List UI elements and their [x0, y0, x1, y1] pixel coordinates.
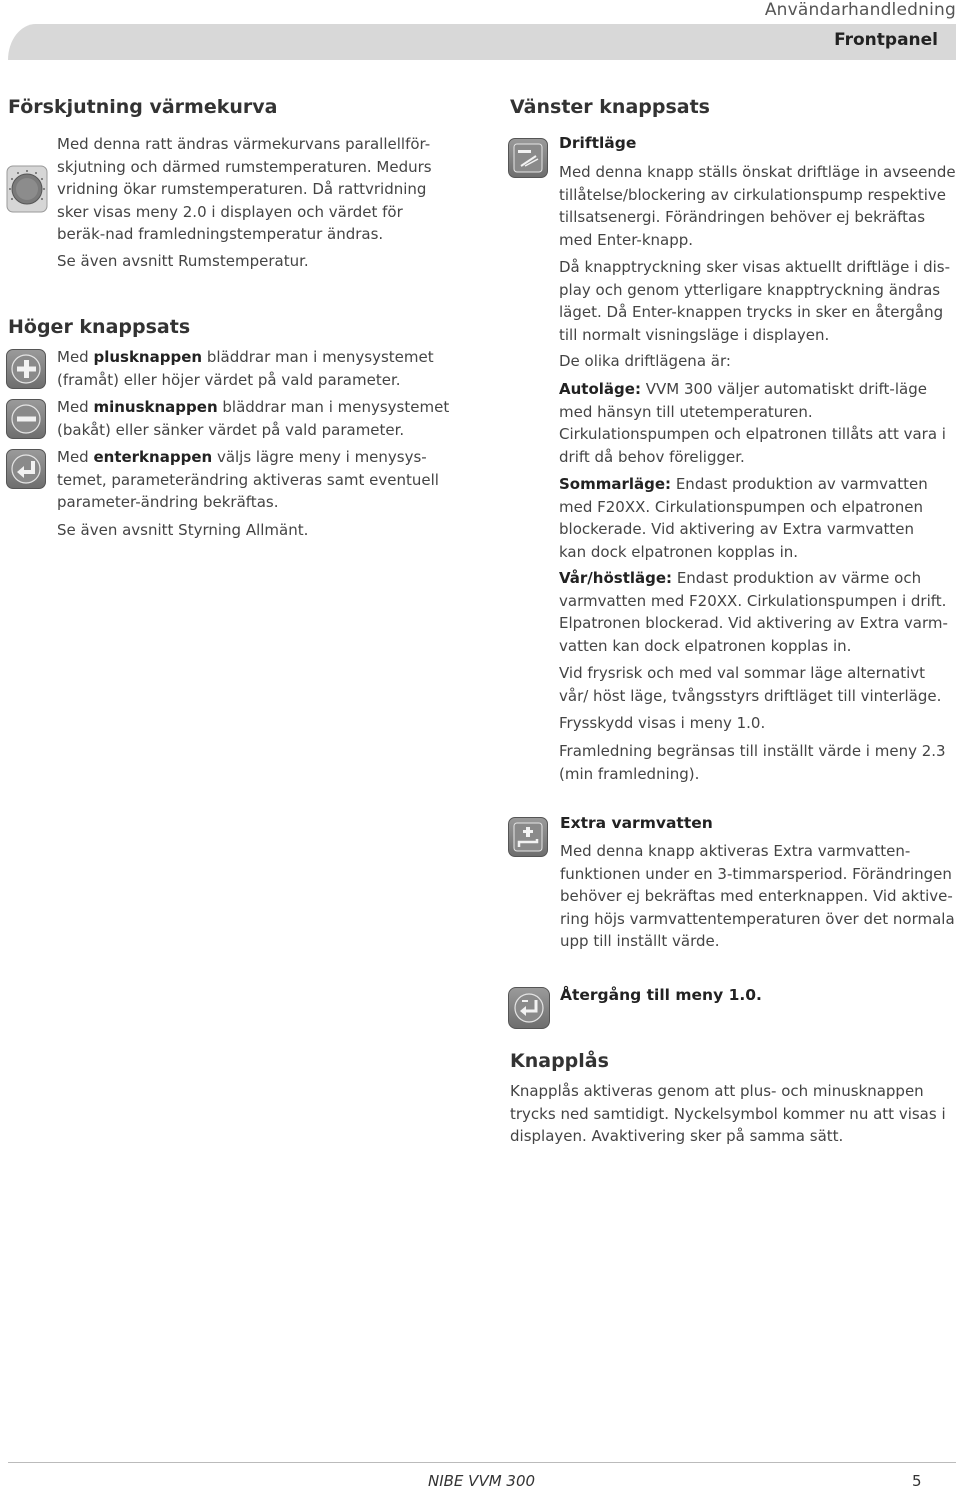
minus-description: Med minusknappen bläddrar man i menysystemet (bakåt) eller sänker värdet på vald parameter. — [57, 398, 450, 439]
curve-description: Med denna ratt ändras värmekurvans parallellför-skjutning och därmed rumstemperaturen. Medurs vridning ökar rumstemperaturen. Då rattvridning sker visas meny 2.0 i displayen och värdet för beräk-nad framledningstemperatur ändras. — [57, 135, 432, 243]
minus-button-icon — [6, 399, 46, 439]
section-title: Frontpanel — [834, 30, 938, 50]
key-lock-description: Knapplås aktiveras genom att plus- och minusknappen trycks ned samtidigt. Nyckelsymbol kommer nu att visas i displayen. Avaktivering sker på samma sätt. — [510, 1082, 946, 1145]
mode-spring-autumn: Vår/höstläge: Endast produktion av värme och varmvatten med F20XX. Cirkulationspumpen i drift. Elpatronen blockerad. Vid aktivering av Extra varm-vatten kan dock elpatronen kopplas in. — [559, 569, 948, 655]
heading-extra-hot-water: Extra varmvatten — [560, 814, 713, 832]
enter-button-icon — [6, 449, 46, 489]
footer-product: NIBE VVM 300 — [428, 1472, 536, 1490]
mode-para-2: Då knapptryckning sker visas aktuellt driftläge i dis-play och genom ytterligare knapptryckning ändras läget. Då Enter-knappen trycks in sker en återgång till normalt visningsläge i displayen. — [559, 258, 950, 344]
enter-description: Med enterknappen väljs lägre meny i menysys-temet, parameterändring aktiveras samt eventuell parameter-ändring bekräftas. — [57, 448, 439, 511]
document-title: Användarhandledning — [764, 0, 956, 20]
footer-divider — [8, 1462, 956, 1463]
mode-summer: Sommarläge: Endast produktion av varmvatten med F20XX. Cirkulationspumpen och elpatronen blockerade. Vid aktivering av Extra varmvatten kan dock elpatronen kopplas in. — [559, 475, 928, 561]
plus-description: Med plusknappen bläddrar man i menysystemet (framåt) eller höjer värdet på vald parameter. — [57, 348, 434, 389]
heading-right-keypad: Höger knappsats — [8, 316, 191, 338]
heading-operating-mode: Driftläge — [559, 134, 637, 152]
hot-water-button-icon — [508, 817, 548, 857]
mode-para-6: Framledning begränsas till inställt värde i meny 2.3 (min framledning). — [559, 742, 946, 783]
section-bar — [8, 24, 956, 60]
heading-key-lock: Knapplås — [510, 1050, 609, 1072]
heading-left-keypad: Vänster knappsats — [510, 96, 710, 118]
mode-para-4: Vid frysrisk och med val sommar läge alternativt vår/ höst läge, tvångsstyrs driftläget till vinterläge. — [559, 664, 942, 705]
mode-para-3: De olika driftlägena är: — [559, 352, 731, 370]
knob-icon — [6, 165, 48, 213]
page-number: 5 — [912, 1472, 922, 1490]
return-button-icon — [508, 987, 550, 1029]
heading-curve-offset: Förskjutning värmekurva — [8, 96, 278, 118]
keypad-see-also: Se även avsnitt Styrning Allmänt. — [57, 521, 309, 539]
mode-button-icon — [508, 138, 548, 178]
hot-water-description: Med denna knapp aktiveras Extra varmvatten-funktionen under en 3-timmarsperiod. Förändringen behöver ej bekräftas med enterknappen. Vid aktive-ring höjs varmvattentemperaturen över det normala upp till inställt värde. — [560, 842, 955, 950]
mode-auto: Autoläge: VVM 300 väljer automatiskt drift-läge med hänsyn till utetemperaturen. Cirkulationspumpen och elpatronen tillåts att vara i drift då behov föreligger. — [559, 380, 946, 466]
mode-para-1: Med denna knapp ställs önskat driftläge in avseende tillåtelse/blockering av cirkulationspump respektive tillsatsenergi. Förändringen behöver ej bekräftas med Enter-knapp. — [559, 163, 956, 249]
plus-button-icon — [6, 349, 46, 389]
heading-return-menu: Återgång till meny 1.0. — [560, 986, 762, 1004]
mode-para-5: Frysskydd visas i meny 1.0. — [559, 714, 766, 732]
curve-see-also: Se även avsnitt Rumstemperatur. — [57, 252, 309, 270]
